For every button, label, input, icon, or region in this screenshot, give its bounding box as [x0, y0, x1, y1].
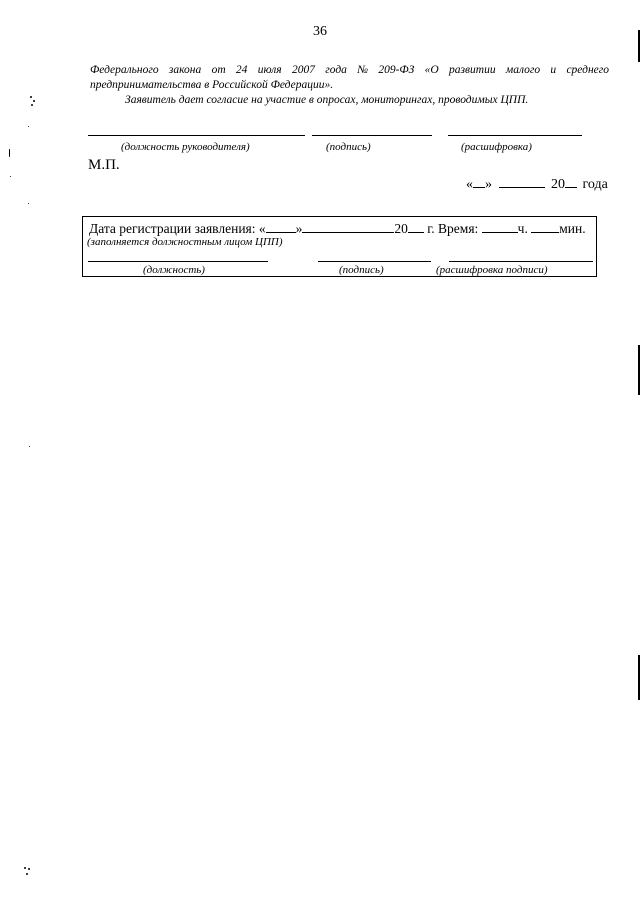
page-number: 36	[313, 24, 327, 39]
law-reference-paragraph	[90, 63, 609, 93]
law-word: №	[357, 64, 369, 76]
signature-line[interactable]	[312, 135, 432, 136]
scan-speck	[28, 126, 29, 127]
law-word: Федерального	[90, 64, 159, 76]
law-word: и	[550, 64, 557, 76]
registration-label: Дата регистрации заявления: «	[89, 221, 266, 236]
law-word: июля	[257, 64, 282, 76]
registration-hours-field[interactable]	[482, 220, 518, 233]
law-word: года	[325, 64, 347, 76]
registration-year-suffix: г. Время:	[427, 221, 479, 236]
scan-speck	[26, 873, 28, 875]
law-word: 2007	[291, 64, 315, 76]
registration-day-field[interactable]	[266, 220, 296, 233]
registration-month-field[interactable]	[302, 220, 394, 233]
registration-date-line	[89, 220, 586, 237]
law-reference-line-2: предпринимательства в Российской Федерации».	[90, 79, 334, 91]
scan-speck	[30, 96, 32, 98]
law-word: 24	[235, 64, 248, 76]
scan-speck	[28, 868, 30, 870]
registration-signature-line[interactable]	[318, 261, 431, 262]
scan-speck	[33, 100, 35, 102]
registration-year-field[interactable]	[408, 220, 424, 233]
minutes-unit: мин.	[559, 221, 586, 236]
consent-statement: Заявитель дает согласие на участие в опросах, мониторингах, проводимых ЦПП.	[125, 94, 529, 106]
signature-caption: (подпись)	[326, 141, 371, 153]
registration-position-caption: (должность)	[143, 264, 205, 276]
scan-speck	[29, 446, 30, 447]
registration-transcript-line[interactable]	[449, 261, 593, 262]
stamp-place-label: М.П.	[88, 157, 120, 173]
law-word: малого	[505, 64, 541, 76]
year-field[interactable]	[565, 175, 577, 188]
registration-note: (заполняется должностным лицом ЦПП)	[87, 236, 283, 248]
law-word: закона	[168, 64, 202, 76]
scan-speck	[10, 176, 11, 177]
registration-minutes-field[interactable]	[531, 220, 559, 233]
day-field[interactable]	[473, 175, 485, 188]
date-close-quote: »	[485, 177, 492, 192]
law-word: от	[211, 64, 226, 76]
scan-speck	[24, 867, 26, 869]
signature-date-line	[466, 175, 608, 193]
law-reference-line-1	[90, 63, 609, 78]
scan-edge-mark	[9, 149, 10, 157]
registration-signature-caption: (подпись)	[339, 264, 384, 276]
transcript-signature-line[interactable]	[448, 135, 582, 136]
scan-speck	[28, 203, 29, 204]
date-open-quote: «	[466, 177, 473, 192]
position-signature-line[interactable]	[88, 135, 305, 136]
hours-unit: ч.	[517, 221, 528, 236]
registration-transcript-caption: (расшифровка подписи)	[436, 264, 548, 276]
position-caption: (должность руководителя)	[121, 141, 250, 153]
registration-close-quote: »	[295, 221, 303, 236]
registration-position-line[interactable]	[88, 261, 268, 262]
month-field[interactable]	[499, 175, 545, 188]
year-prefix: 20	[551, 177, 565, 192]
law-word: развитии	[449, 64, 496, 76]
scan-speck	[31, 104, 33, 106]
registration-year-prefix: 20	[394, 221, 408, 236]
transcript-caption: (расшифровка)	[461, 141, 532, 153]
year-suffix: года	[582, 177, 608, 192]
law-word: 209-ФЗ	[378, 64, 415, 76]
law-word: «О	[424, 64, 439, 76]
law-word: среднего	[566, 64, 609, 76]
